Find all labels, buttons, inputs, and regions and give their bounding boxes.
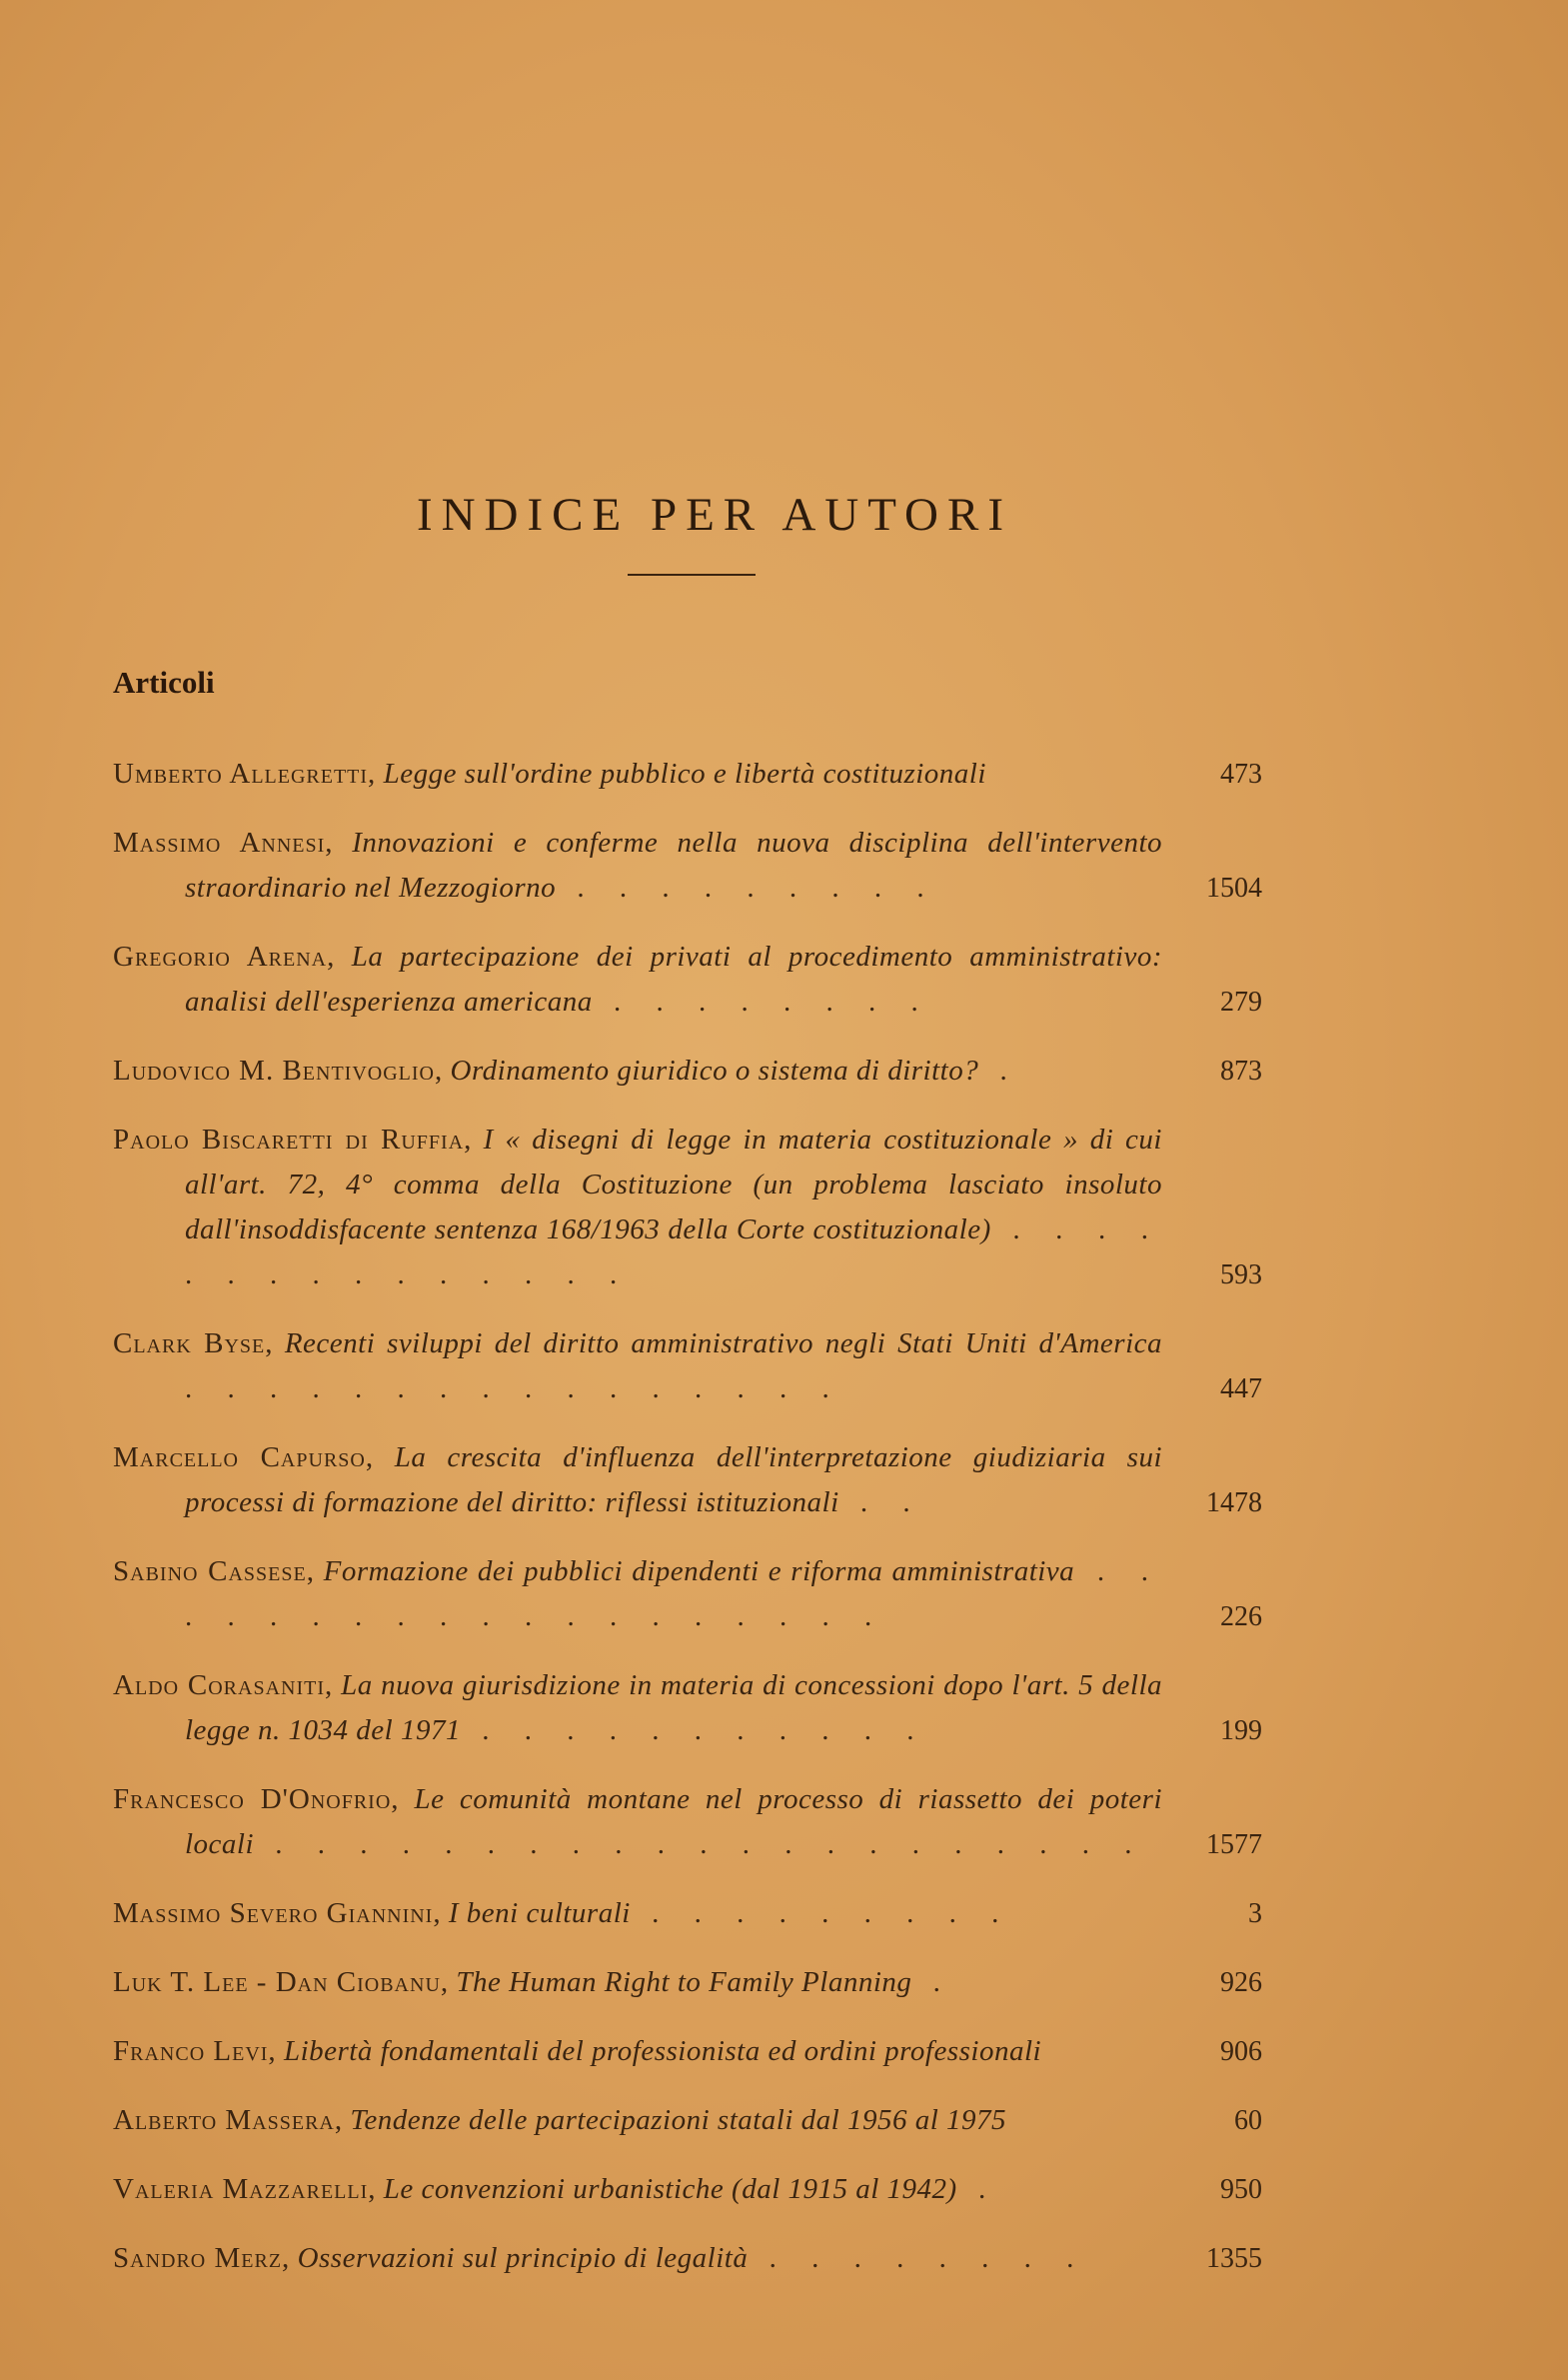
- entry-author: Marcello Capurso,: [113, 1441, 375, 1473]
- entry-leader: . . . . . . . .: [592, 986, 932, 1018]
- index-entry: [113, 821, 1262, 911]
- index-entry: [113, 2098, 1262, 2143]
- title-divider: [628, 574, 756, 576]
- entry-title: La crescita d'influenza dell'interpretazione giudiziaria sui processi di formazione del diritto: riflessi istituzionali: [185, 1441, 1162, 1518]
- index-entry: [113, 1960, 1262, 2005]
- section-heading: Articoli: [113, 665, 215, 700]
- entry-leader: . . . . . . . . . . .: [460, 1714, 928, 1746]
- entry-page: 279: [1220, 987, 1262, 1018]
- entry-author: Ludovico M. Bentivoglio,: [113, 1055, 444, 1087]
- entry-leader: . . . . . . . . . . . . . . . .: [185, 1372, 843, 1404]
- entry-leader: . . . . . . . . .: [630, 1897, 1013, 1929]
- entry-page: 950: [1220, 2174, 1262, 2205]
- author-index-list: [113, 752, 1262, 2305]
- entry-author: Sandro Merz,: [113, 2242, 291, 2274]
- entry-author: Paolo Biscaretti di Ruffia,: [113, 1124, 473, 1156]
- entry-author: Luk T. Lee - Dan Ciobanu,: [113, 1966, 450, 1998]
- entry-author: Massimo Severo Giannini,: [113, 1897, 442, 1929]
- index-entry: [113, 1777, 1262, 1867]
- entry-author: Alberto Massera,: [113, 2104, 344, 2136]
- index-entry: [113, 1435, 1262, 1525]
- entry-title: Tendenze delle partecipazioni statali dal 1956 al 1975: [350, 2104, 1007, 2136]
- entry-author: Francesco D'Onofrio,: [113, 1783, 400, 1815]
- entry-leader: .: [911, 1966, 954, 1998]
- entry-author: Aldo Corasaniti,: [113, 1669, 334, 1701]
- index-entry: [113, 1663, 1262, 1753]
- entry-title: La nuova giurisdizione in materia di concessioni dopo l'art. 5 della legge n. 1034 del 1971: [185, 1669, 1162, 1746]
- entry-page: 1504: [1206, 873, 1262, 904]
- entry-page: 447: [1220, 1373, 1262, 1404]
- entry-page: 60: [1234, 2105, 1262, 2136]
- entry-page: 1478: [1206, 1487, 1262, 1518]
- entry-page: 1355: [1206, 2243, 1262, 2274]
- entry-leader: . . . . . . . . . . . . . . . . . . . . .: [254, 1828, 1146, 1860]
- entry-title: The Human Right to Family Planning: [456, 1966, 912, 1998]
- entry-title: Osservazioni sul principio di legalità: [297, 2242, 749, 2274]
- entry-author: Valeria Mazzarelli,: [113, 2173, 377, 2205]
- entry-leader: .: [956, 2173, 1000, 2205]
- index-entry: [113, 2029, 1262, 2074]
- entry-title: Innovazioni e conferme nella nuova disciplina dell'intervento straordinario nel Mezzogiorno: [185, 827, 1163, 904]
- entry-title: La partecipazione dei privati al procedimento amministrativo: analisi dell'esperienza americana: [185, 941, 1163, 1018]
- entry-leader: . . . . . . . .: [748, 2242, 1088, 2274]
- entry-page: 593: [1220, 1259, 1262, 1290]
- entry-title: I « disegni di legge in materia costituzionale » di cui all'art. 72, 4° comma della Costituzione (un problema lasciato insoluto dall'insoddisfacente sentenza 168/1963 della Corte costituzionale): [185, 1124, 1162, 1245]
- entry-author: Franco Levi,: [113, 2035, 277, 2067]
- entry-title: Recenti sviluppi del diritto amministrativo negli Stati Uniti d'America: [284, 1327, 1162, 1359]
- entry-leader: .: [978, 1055, 1021, 1087]
- entry-title: Ordinamento giuridico o sistema di diritto?: [450, 1055, 979, 1087]
- index-entry: [113, 1891, 1262, 1936]
- entry-page: 873: [1220, 1056, 1262, 1087]
- entry-page: 1577: [1206, 1829, 1262, 1860]
- entry-leader: . . . . . . . . . . . . . . . . . . .: [185, 1555, 1162, 1632]
- entry-author: Umberto Allegretti,: [113, 758, 377, 790]
- entry-leader: . .: [838, 1486, 924, 1518]
- entry-title: Le comunità montane nel processo di riassetto dei poteri locali: [185, 1783, 1162, 1860]
- index-entry: [113, 2236, 1262, 2281]
- entry-author: Gregorio Arena,: [113, 941, 336, 973]
- entry-author: Clark Byse,: [113, 1327, 274, 1359]
- page-title: INDICE PER AUTORI: [416, 489, 1013, 541]
- entry-page: 199: [1220, 1715, 1262, 1746]
- entry-leader: . . . . . . . . .: [556, 872, 938, 904]
- index-entry: [113, 1321, 1262, 1411]
- index-entry: [113, 752, 1262, 797]
- index-entry: [113, 2167, 1262, 2212]
- entry-page: 226: [1220, 1601, 1262, 1632]
- index-entry: [113, 1549, 1262, 1639]
- entry-title: Formazione dei pubblici dipendenti e riforma amministrativa: [323, 1555, 1075, 1587]
- entry-page: 3: [1248, 1898, 1262, 1929]
- entry-author: Massimo Annesi,: [113, 827, 334, 859]
- index-entry: [113, 935, 1262, 1025]
- entry-page: 926: [1220, 1967, 1262, 1998]
- entry-author: Sabino Cassese,: [113, 1555, 315, 1587]
- entry-leader: . . . . . . . . . . . . . . .: [185, 1213, 1163, 1290]
- index-entry: [113, 1049, 1262, 1094]
- entry-page: 473: [1220, 759, 1262, 790]
- index-entry: [113, 1118, 1262, 1297]
- entry-page: 906: [1220, 2036, 1262, 2067]
- entry-title: Libertà fondamentali del professionista ed ordini professionali: [283, 2035, 1042, 2067]
- entry-title: Legge sull'ordine pubblico e libertà costituzionali: [383, 758, 986, 790]
- entry-title: Le convenzioni urbanistiche (dal 1915 al 1942): [383, 2173, 957, 2205]
- entry-title: I beni culturali: [448, 1897, 631, 1929]
